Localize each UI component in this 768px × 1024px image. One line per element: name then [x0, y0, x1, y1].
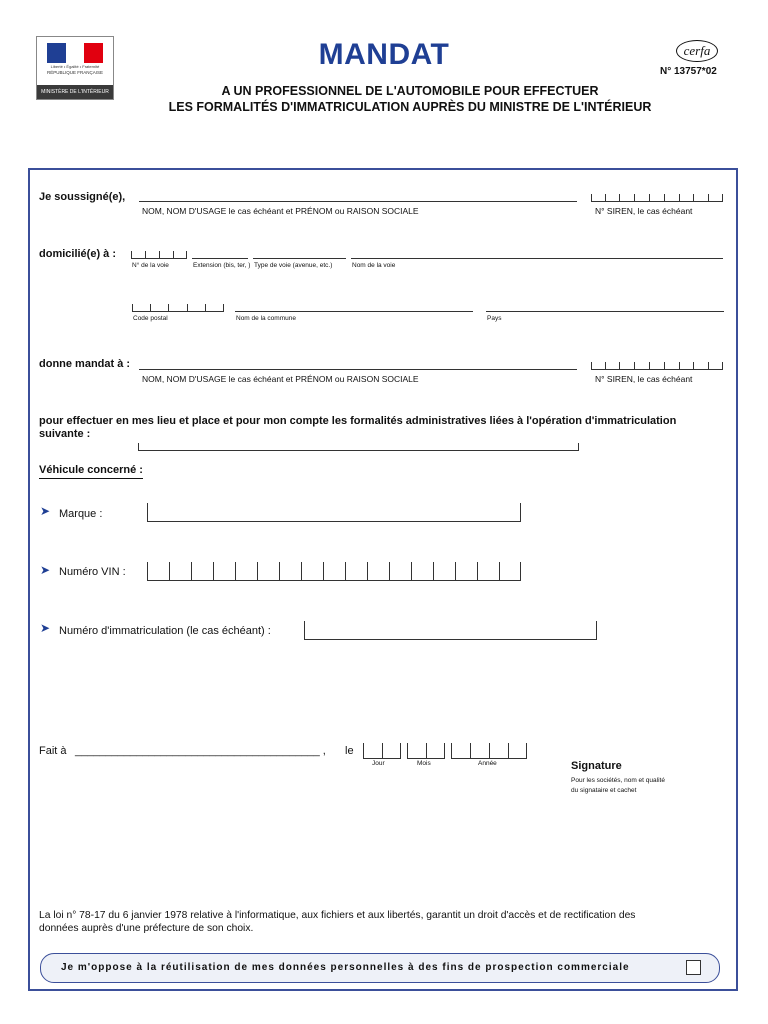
immat-arrow-icon: ➤ [40, 621, 51, 635]
soussigne-siren-caption: N° SIREN, le cas échéant [595, 206, 693, 216]
cerfa-number: N° 13757*02 [660, 66, 717, 77]
addr-street-field[interactable] [351, 258, 723, 259]
operation-text-line2: suivante : [39, 428, 91, 440]
date-year-caption: Année [478, 760, 497, 767]
vin-field[interactable] [147, 562, 521, 581]
page-title: MANDAT [318, 38, 450, 71]
date-year-field[interactable] [451, 743, 527, 759]
legal-text-line2: données auprès d'une préfecture de son choix. [39, 923, 254, 934]
logo-republic: RÉPUBLIQUE FRANÇAISE [46, 70, 103, 75]
mandat-name-field[interactable] [139, 369, 577, 370]
mandat-siren-caption: N° SIREN, le cas échéant [595, 374, 693, 384]
marque-label: Marque : [59, 508, 103, 520]
soussigne-siren-field[interactable] [591, 194, 723, 202]
addr-type-field[interactable] [253, 258, 346, 259]
date-month-caption: Mois [417, 760, 431, 767]
addr-num-field[interactable] [131, 251, 187, 259]
marque-field[interactable] [147, 503, 521, 522]
date-day-caption: Jour [372, 760, 385, 767]
logo-motto: Liberté • Égalité • Fraternité [50, 64, 100, 69]
date-le-label: le [345, 745, 354, 757]
legal-text-line1: La loi n° 78-17 du 6 janvier 1978 relative à l'informatique, aux fichiers et aux libertés, garantit un droit d'accès et de rectification des [39, 910, 636, 921]
vin-arrow-icon: ➤ [40, 563, 51, 577]
addr-ext-field[interactable] [192, 258, 248, 259]
subtitle-line2: LES FORMALITÉS D'IMMATRICULATION AUPRÈS DU MINISTRE DE L'INTÉRIEUR [168, 100, 652, 114]
signature-note-line2: du signataire et cachet [571, 787, 637, 794]
immat-field[interactable] [304, 621, 597, 640]
soussigne-name-caption: NOM, NOM D'USAGE le cas échéant et PRÉNOM ou RAISON SOCIALE [142, 206, 419, 216]
operation-text-line1: pour effectuer en mes lieu et place et pour mon compte les formalités administratives liées à l'opération d'immatriculation [39, 415, 677, 427]
mandat-name-caption: NOM, NOM D'USAGE le cas échéant et PRÉNOM ou RAISON SOCIALE [142, 374, 419, 384]
addr-cp-field[interactable] [132, 304, 224, 312]
optout-checkbox[interactable] [686, 960, 701, 975]
date-day-field[interactable] [363, 743, 401, 759]
mandat-label: donne mandat à : [39, 358, 131, 370]
fait-city-field[interactable]: ________________________________________ , [75, 745, 326, 757]
logo-ministry: MINISTÈRE DE L'INTÉRIEUR [37, 85, 113, 99]
vehicle-heading: Véhicule concerné : [39, 464, 143, 479]
optout-banner [40, 953, 720, 983]
addr-pays-field[interactable] [486, 311, 724, 312]
soussigne-name-field[interactable] [139, 201, 577, 202]
addr-street-caption: Nom de la voie [352, 262, 396, 269]
addr-cp-caption: Code postal [133, 315, 168, 322]
operation-field[interactable] [138, 443, 579, 451]
immat-label: Numéro d'immatriculation (le cas échéant) : [59, 625, 271, 637]
date-month-field[interactable] [407, 743, 445, 759]
domicile-label: domicilié(e) à : [39, 248, 117, 260]
addr-num-caption: N° de la voie [132, 262, 169, 269]
optout-text: Je m'oppose à la réutilisation de mes données personnelles à des fins de prospection commerciale [61, 962, 630, 973]
fait-label: Fait à [39, 745, 67, 757]
vin-label: Numéro VIN : [59, 566, 126, 578]
addr-ext-caption: Extension (bis, ter, ) [193, 262, 251, 269]
addr-pays-caption: Pays [487, 315, 502, 322]
addr-commune-caption: Nom de la commune [236, 315, 296, 322]
soussigne-label: Je soussigné(e), [39, 191, 126, 203]
marque-arrow-icon: ➤ [40, 504, 51, 518]
signature-label: Signature [571, 760, 622, 772]
addr-type-caption: Type de voie (avenue, etc.) [254, 262, 333, 269]
addr-commune-field[interactable] [235, 311, 473, 312]
cerfa-logo: cerfa [676, 40, 718, 62]
signature-note-line1: Pour les sociétés, nom et qualité [571, 777, 665, 784]
mandat-siren-field[interactable] [591, 362, 723, 370]
subtitle-line1: A UN PROFESSIONNEL DE L'AUTOMOBILE POUR EFFECTUER [221, 84, 599, 98]
